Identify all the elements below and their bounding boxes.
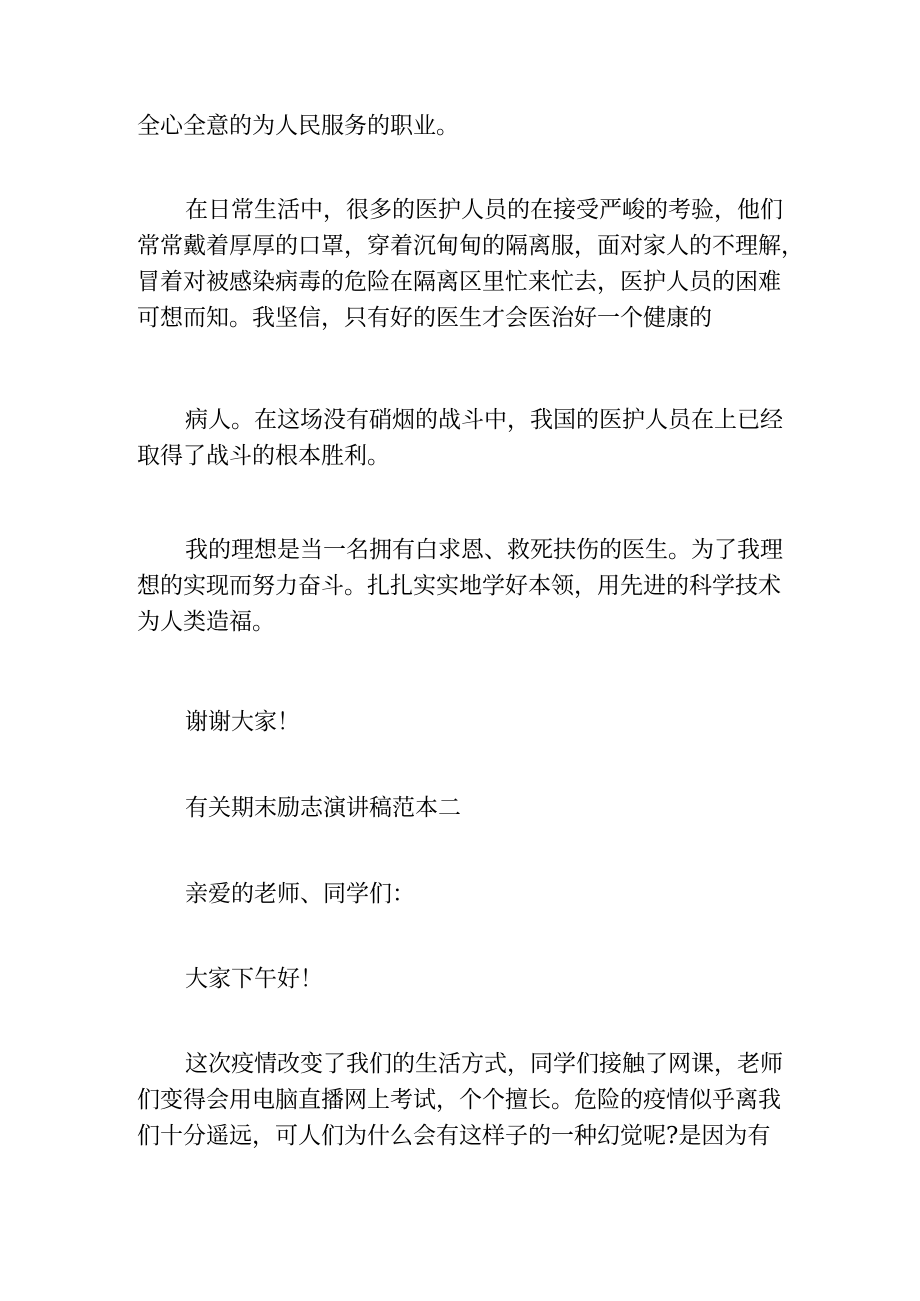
text-line: 冒着对被感染病毒的危险在隔离区里忙来忙去，医护人员的困难 — [137, 269, 781, 295]
paragraph-3 — [137, 402, 785, 474]
text-line: 们十分遥远，可人们为什么会有这样子的一种幻觉呢?是因为有 — [137, 1123, 771, 1149]
paragraph-5 — [137, 704, 785, 740]
text-line: 为人类造福。 — [137, 609, 275, 635]
text-line: 常常戴着厚厚的口罩，穿着沉甸甸的隔离服，面对家人的不理解， — [137, 233, 804, 259]
text-line: 想的实现而努力奋斗。扎扎实实地学好本领，用先进的科学技术 — [137, 573, 781, 599]
paragraph-9 — [137, 1046, 785, 1154]
text-line: 大家下午好！ — [185, 966, 323, 992]
text-line: 全心全意的为人民服务的职业。 — [137, 113, 459, 139]
text-line: 亲爱的老师、同学们： — [185, 881, 415, 907]
salutation — [137, 876, 785, 912]
text-line: 这次疫情改变了我们的生活方式，同学们接触了网课，老师 — [185, 1051, 783, 1077]
text-line: 谢谢大家！ — [185, 709, 300, 735]
text-line: 病人。在这场没有硝烟的战斗中，我国的医护人员在上已经 — [185, 407, 783, 433]
text-line: 有关期末励志演讲稿范本二 — [185, 795, 461, 821]
greeting — [137, 961, 785, 997]
text-line: 们变得会用电脑直播网上考试，个个擅长。危险的疫情似乎离我 — [137, 1087, 781, 1113]
text-line: 我的理想是当一名拥有白求恩、救死扶伤的医生。为了我理 — [185, 537, 783, 563]
paragraph-4 — [137, 532, 785, 640]
text-line: 在日常生活中，很多的医护人员的在接受严峻的考验，他们 — [185, 197, 783, 223]
section-heading — [137, 790, 785, 826]
paragraph-2 — [137, 192, 804, 336]
text-line: 取得了战斗的根本胜利。 — [137, 443, 390, 469]
text-line: 可想而知。我坚信，只有好的医生才会医治好一个健康的 — [137, 305, 712, 331]
paragraph-1 — [137, 108, 785, 144]
